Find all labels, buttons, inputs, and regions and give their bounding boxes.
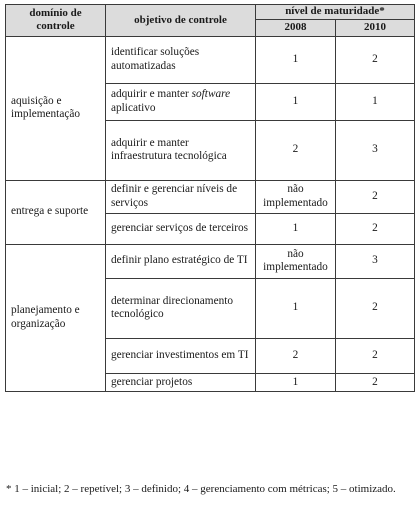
header-control-objective: objetivo de controle bbox=[106, 5, 256, 37]
maturity-table bbox=[5, 4, 415, 392]
level-2008-cell: não implementado bbox=[256, 244, 336, 278]
level-2008-cell: 2 bbox=[256, 338, 336, 373]
level-2010-cell: 2 bbox=[336, 180, 415, 213]
objective-cell: determinar direcionamento tecnológico bbox=[106, 278, 256, 338]
level-2010-cell: 1 bbox=[336, 83, 415, 120]
table-row bbox=[6, 180, 415, 213]
level-2010-cell: 2 bbox=[336, 36, 415, 83]
maturity-table-container bbox=[5, 4, 414, 392]
level-2008-cell: 1 bbox=[256, 373, 336, 392]
objective-cell: adquirir e manter infraestrutura tecnológica bbox=[106, 120, 256, 180]
area-planning: planejamento e organização bbox=[6, 244, 106, 392]
objective-cell: gerenciar investimentos em TI bbox=[106, 338, 256, 373]
area-delivery: entrega e suporte bbox=[6, 180, 106, 244]
header-year-2010: 2010 bbox=[336, 20, 415, 37]
level-2008-cell: não implementado bbox=[256, 180, 336, 213]
header-year-2008: 2008 bbox=[256, 20, 336, 37]
level-2008-cell: 1 bbox=[256, 36, 336, 83]
objective-cell: definir plano estratégico de TI bbox=[106, 244, 256, 278]
level-2008-cell: 1 bbox=[256, 278, 336, 338]
area-acquisition: aquisição e implementação bbox=[6, 36, 106, 180]
level-2010-cell: 2 bbox=[336, 278, 415, 338]
objective-cell: gerenciar serviços de terceiros bbox=[106, 213, 256, 244]
level-2010-cell: 2 bbox=[336, 213, 415, 244]
objective-cell: identificar soluções automatizadas bbox=[106, 36, 256, 83]
level-2008-cell: 1 bbox=[256, 83, 336, 120]
objective-cell: definir e gerenciar níveis de serviços bbox=[106, 180, 256, 213]
level-2010-cell: 3 bbox=[336, 244, 415, 278]
level-2008-cell: 1 bbox=[256, 213, 336, 244]
table-row bbox=[6, 36, 415, 83]
objective-cell bbox=[106, 83, 256, 120]
header-maturity-level: nível de maturidade* bbox=[256, 5, 415, 20]
table-row bbox=[6, 244, 415, 278]
objective-cell: gerenciar projetos bbox=[106, 373, 256, 392]
level-2008-cell: 2 bbox=[256, 120, 336, 180]
level-2010-cell: 2 bbox=[336, 338, 415, 373]
level-2010-cell: 3 bbox=[336, 120, 415, 180]
header-control-domain: domínio de controle bbox=[6, 5, 106, 37]
table-footnote: * 1 – inicial; 2 – repetível; 3 – definido; 4 – gerenciamento com métricas; 5 – otimizado. bbox=[6, 483, 396, 495]
objective-text-post: aplicativo bbox=[111, 101, 156, 114]
objective-text-pre: adquirir e manter bbox=[111, 88, 189, 100]
objective-text-italic: software bbox=[191, 88, 231, 100]
level-2010-cell: 2 bbox=[336, 373, 415, 392]
